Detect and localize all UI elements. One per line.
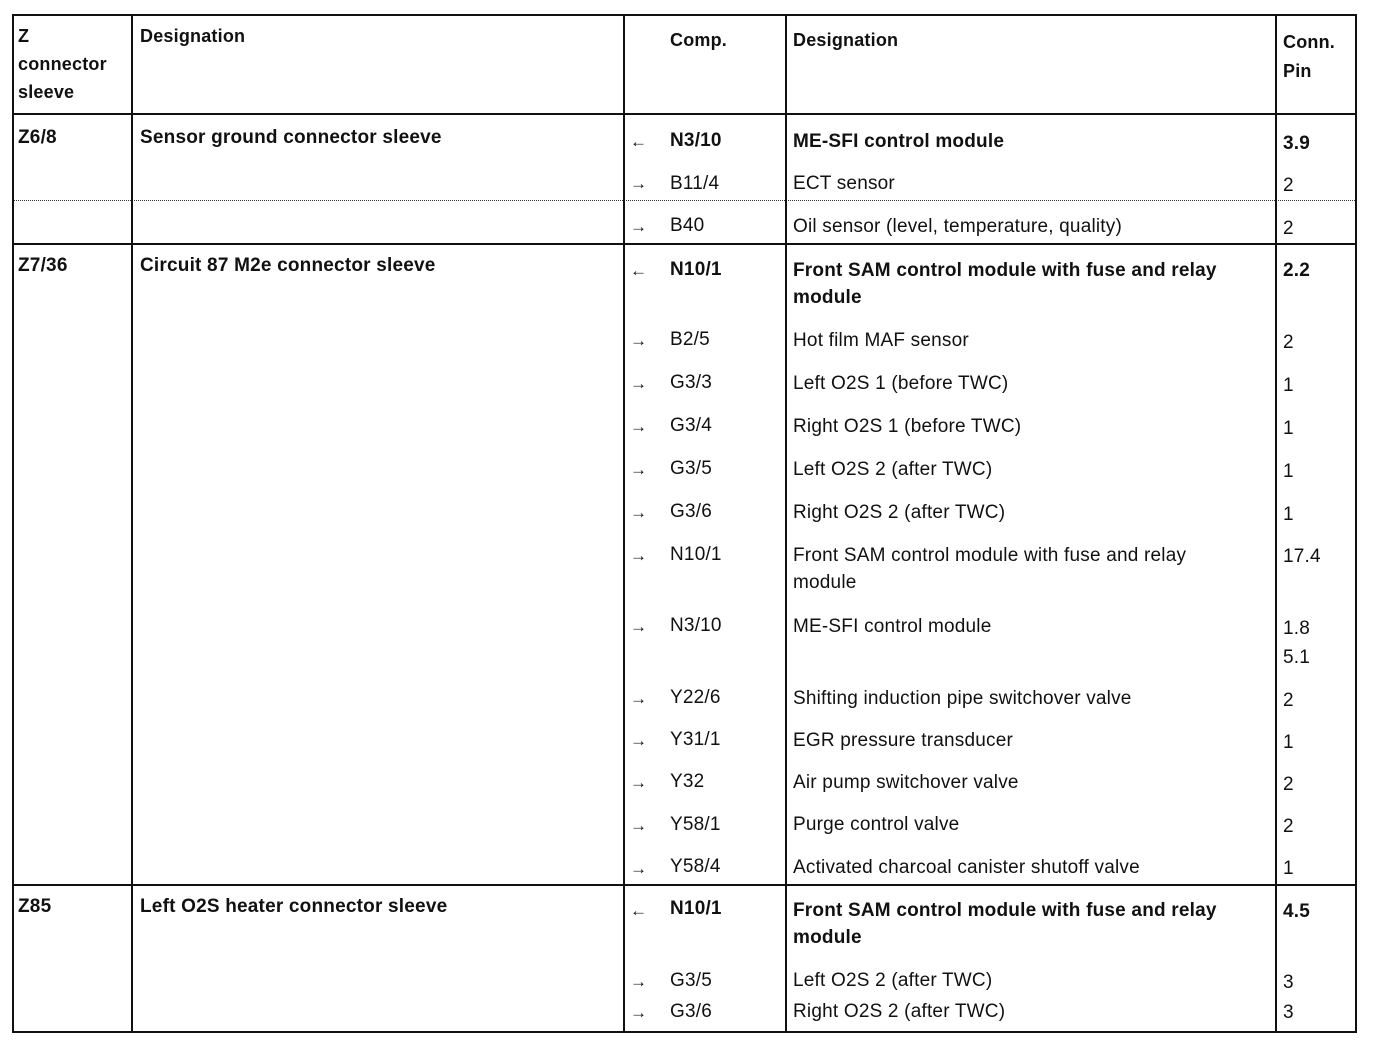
rule-group-divider: [12, 243, 1357, 245]
component-designation: Shifting induction pipe switchover valve: [793, 688, 1132, 709]
component-designation-cont: module: [793, 287, 862, 308]
component-designation: Right O2S 1 (before TWC): [793, 416, 1022, 437]
component-designation: ECT sensor: [793, 173, 895, 194]
component-designation: Front SAM control module with fuse and relay: [793, 900, 1217, 921]
connector-pin: 1: [1283, 732, 1294, 753]
component-code: G3/3: [670, 372, 712, 393]
component-designation: Front SAM control module with fuse and relay: [793, 545, 1187, 566]
connector-pin: 2.2: [1283, 260, 1311, 281]
connector-pin: 2: [1283, 175, 1294, 196]
component-code: B11/4: [670, 173, 720, 194]
direction-arrow: →: [630, 546, 647, 565]
header-z-line1: Z: [18, 26, 30, 46]
component-designation: Left O2S 2 (after TWC): [793, 459, 993, 480]
component-code: B40: [670, 215, 705, 236]
rule-col-3: [785, 14, 787, 1033]
header-z-line3: sleeve: [18, 82, 75, 102]
rule-right: [1355, 14, 1357, 1033]
header-comp: Comp.: [670, 30, 727, 50]
direction-arrow: →: [630, 503, 647, 522]
component-designation: ME-SFI control module: [793, 131, 1005, 152]
connector-pin: 2: [1283, 332, 1294, 353]
component-designation: Right O2S 2 (after TWC): [793, 1001, 1006, 1022]
rule-group-divider: [12, 884, 1357, 886]
component-designation: Front SAM control module with fuse and relay: [793, 260, 1217, 281]
connector-pin: 2: [1283, 816, 1294, 837]
direction-arrow: →: [630, 331, 647, 350]
component-designation: Hot film MAF sensor: [793, 330, 969, 351]
component-designation: Oil sensor (level, temperature, quality): [793, 216, 1123, 237]
header-designation-left: Designation: [140, 26, 246, 46]
connector-pin: 2: [1283, 218, 1294, 239]
component-code: N10/1: [670, 544, 722, 565]
connector-pin: 17.4: [1283, 546, 1321, 567]
direction-arrow: →: [630, 773, 647, 792]
direction-arrow: →: [630, 972, 647, 991]
connector-pin: 4.5: [1283, 901, 1311, 922]
component-code: N10/1: [670, 898, 722, 919]
component-code: Y32: [670, 771, 705, 792]
component-code: N10/1: [670, 259, 722, 280]
component-designation: Purge control valve: [793, 814, 960, 835]
component-code: N3/10: [670, 130, 722, 151]
direction-arrow: ←: [630, 901, 647, 920]
component-code: Y22/6: [670, 687, 721, 708]
component-designation: Activated charcoal canister shutoff valve: [793, 857, 1140, 878]
header-conn-line1: Conn.: [1283, 32, 1335, 52]
group-designation: Sensor ground connector sleeve: [140, 127, 442, 148]
direction-arrow: →: [630, 731, 647, 750]
rule-left: [12, 14, 14, 1033]
component-designation: Right O2S 2 (after TWC): [793, 502, 1006, 523]
direction-arrow: →: [630, 617, 647, 636]
group-designation: Left O2S heater connector sleeve: [140, 896, 448, 917]
component-designation: Left O2S 1 (before TWC): [793, 373, 1009, 394]
component-code: Y58/1: [670, 814, 721, 835]
component-code: B2/5: [670, 329, 710, 350]
component-code: Y58/4: [670, 856, 721, 877]
direction-arrow: →: [630, 417, 647, 436]
rule-col-4: [1275, 14, 1277, 1033]
connector-pin: 2: [1283, 774, 1294, 795]
connector-pin: 3: [1283, 1002, 1294, 1023]
direction-arrow: →: [630, 460, 647, 479]
direction-arrow: →: [630, 859, 647, 878]
component-designation: Left O2S 2 (after TWC): [793, 970, 993, 991]
dotted-divider: [12, 200, 1357, 201]
group-z-code: Z6/8: [18, 127, 57, 148]
direction-arrow: →: [630, 217, 647, 236]
component-code: G3/5: [670, 970, 712, 991]
direction-arrow: ←: [630, 261, 647, 280]
connector-pin: 3.9: [1283, 133, 1311, 154]
connector-pin: 1: [1283, 375, 1294, 396]
direction-arrow: →: [630, 689, 647, 708]
direction-arrow: →: [630, 1003, 647, 1022]
connector-pin: 3: [1283, 972, 1294, 993]
component-designation-cont: module: [793, 572, 857, 593]
connector-pin: 1: [1283, 418, 1294, 439]
component-code: Y31/1: [670, 729, 721, 750]
component-code: G3/6: [670, 1001, 712, 1022]
component-code: N3/10: [670, 615, 722, 636]
connector-pin: 2: [1283, 690, 1294, 711]
group-z-code: Z85: [18, 896, 52, 917]
group-designation: Circuit 87 M2e connector sleeve: [140, 255, 436, 276]
connector-pin: 1: [1283, 461, 1294, 482]
direction-arrow: →: [630, 816, 647, 835]
component-designation-cont: module: [793, 927, 862, 948]
header-conn-line2: Pin: [1283, 61, 1312, 81]
connector-pin: 1: [1283, 858, 1294, 879]
group-z-code: Z7/36: [18, 255, 68, 276]
component-designation: Air pump switchover valve: [793, 772, 1019, 793]
component-code: G3/5: [670, 458, 712, 479]
connector-pin: 1: [1283, 504, 1294, 525]
component-code: G3/6: [670, 501, 712, 522]
header-z-line2: connector: [18, 54, 107, 74]
direction-arrow: →: [630, 174, 647, 193]
header-designation-right: Designation: [793, 30, 899, 50]
component-designation: EGR pressure transducer: [793, 730, 1014, 751]
component-designation: ME-SFI control module: [793, 616, 992, 637]
component-code: G3/4: [670, 415, 712, 436]
direction-arrow: ←: [630, 132, 647, 151]
rule-col-2: [623, 14, 625, 1033]
rule-top: [12, 14, 1357, 16]
rule-col-1: [131, 14, 133, 1033]
rule-header-bottom: [12, 113, 1357, 115]
rule-bottom: [12, 1031, 1357, 1033]
direction-arrow: →: [630, 374, 647, 393]
connector-pin-2: 5.1: [1283, 647, 1311, 668]
connector-pin: 1.8: [1283, 618, 1311, 639]
